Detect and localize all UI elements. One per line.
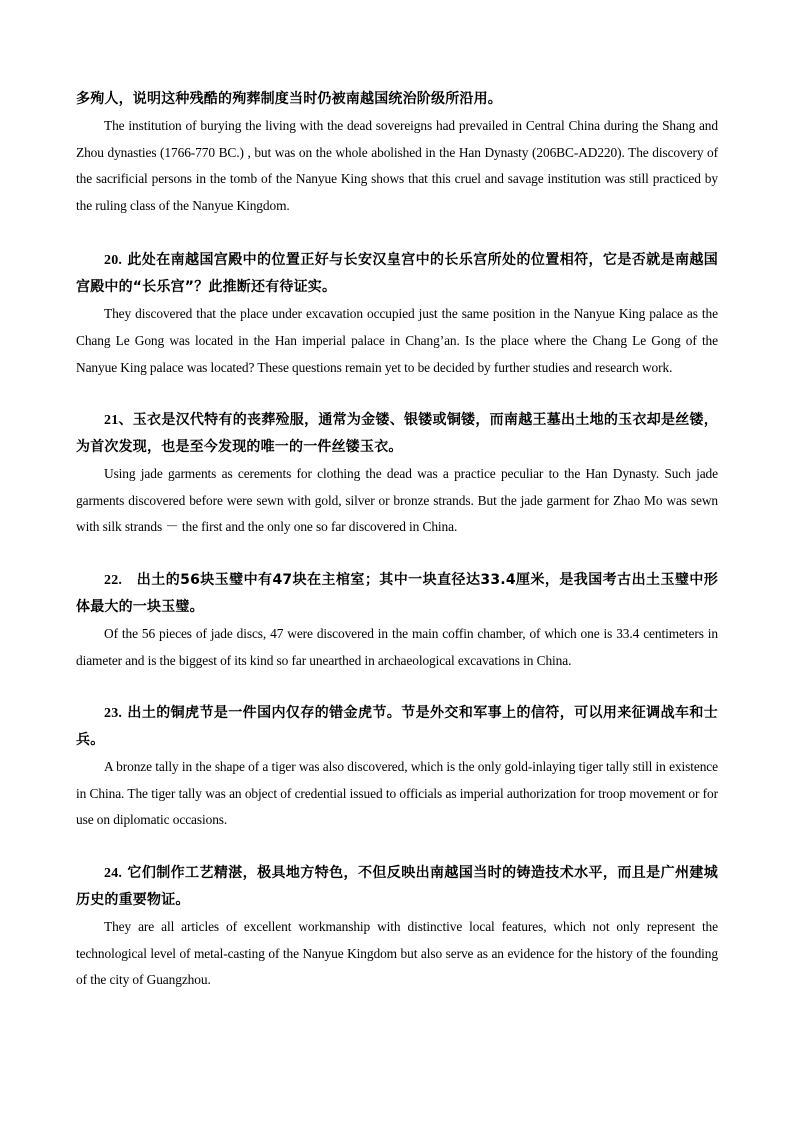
document-page	[76, 86, 718, 1020]
chinese-paragraph	[76, 407, 718, 461]
item-number: 20.	[104, 253, 123, 269]
section-21	[76, 407, 718, 541]
section-20	[76, 247, 718, 381]
section-continuation	[76, 86, 718, 219]
item-number: 21、	[104, 413, 133, 429]
chinese-text: 此处在南越国宫殿中的位置正好与长安汉皇宫中的长乐宫所处的位置相符，它是否就是南越国宫殿中的“长乐宫”？此推断还有待证实。	[76, 252, 719, 296]
english-paragraph: They are all articles of excellent workmanship with distinctive local features, which not only represent the technological level of metal-casting of the Nanyue Kingdom but also serve as an evidence for the history of the founding of the city of Guangzhou.	[76, 918, 718, 988]
english-paragraph: The institution of burying the living with the dead sovereigns had prevailed in Central China during the Shang and Zhou dynasties (1766-770 BC.) , but was on the whole abolished in the Han Dynasty (206BC-AD220). The discovery of the sacrificial persons in the tomb of the Nanyue King shows that this cruel and savage institution was still practiced by the ruling class of the Nanyue Kingdom.	[76, 118, 718, 213]
chinese-paragraph	[76, 700, 718, 754]
chinese-text: 它们制作工艺精湛，极具地方特色，不但反映出南越国当时的铸造技术水平，而且是广州建城历史的重要物证。	[76, 864, 719, 908]
english-paragraph: Using jade garments as cerements for clothing the dead was a practice peculiar to the Han Dynasty. Such jade garments discovered before were sewn with gold, silver or bronze strands. But the jade garment for Zhao Mo was sewn with silk strands － the first and the only one so far discovered in China.	[76, 466, 718, 535]
section-24	[76, 860, 718, 994]
english-paragraph: Of the 56 pieces of jade discs, 47 were discovered in the main coffin chamber, of which one is 33.4 centimeters in diameter and is the biggest of its kind so far unearthed in archaeological excavations in China.	[76, 625, 718, 668]
english-paragraph: A bronze tally in the shape of a tiger was also discovered, which is the only gold-inlaying tiger tally still in existence in China. The tiger tally was an object of credential issued to officials as imperial authorization for troop movement or for use on diplomatic occasions.	[76, 759, 718, 828]
chinese-paragraph	[76, 567, 718, 621]
section-23	[76, 700, 718, 834]
chinese-paragraph	[76, 247, 718, 301]
english-paragraph: They discovered that the place under excavation occupied just the same position in the Nanyue King palace as the Chang Le Gong was located in the Han imperial palace in Chang’an. Is the place where the Chang Le Gong of the Nanyue King palace was located? These questions remain yet to be decided by further studies and research work.	[76, 306, 718, 375]
chinese-paragraph	[76, 860, 718, 914]
chinese-text: 出土的铜虎节是一件国内仅存的错金虎节。节是外交和军事上的信符，可以用来征调战车和士兵。	[76, 705, 719, 749]
section-22	[76, 567, 718, 674]
item-number: 23.	[104, 706, 123, 722]
chinese-text: 玉衣是汉代特有的丧葬殓服，通常为金镂、银镂或铜镂，而南越王墓出土地的玉衣却是丝镂，为首次发现，也是至今发现的唯一的一件丝镂玉衣。	[76, 412, 718, 456]
item-number: 22.	[104, 572, 123, 588]
chinese-paragraph: 多殉人，说明这种残酷的殉葬制度当时仍被南越国统治阶级所沿用。	[76, 91, 502, 107]
item-number: 24.	[104, 865, 123, 881]
chinese-text: 出土的56块玉璧中有47块在主棺室；其中一块直径达33.4厘米，是我国考古出土玉璧中形体最大的一块玉璧。	[76, 571, 718, 615]
